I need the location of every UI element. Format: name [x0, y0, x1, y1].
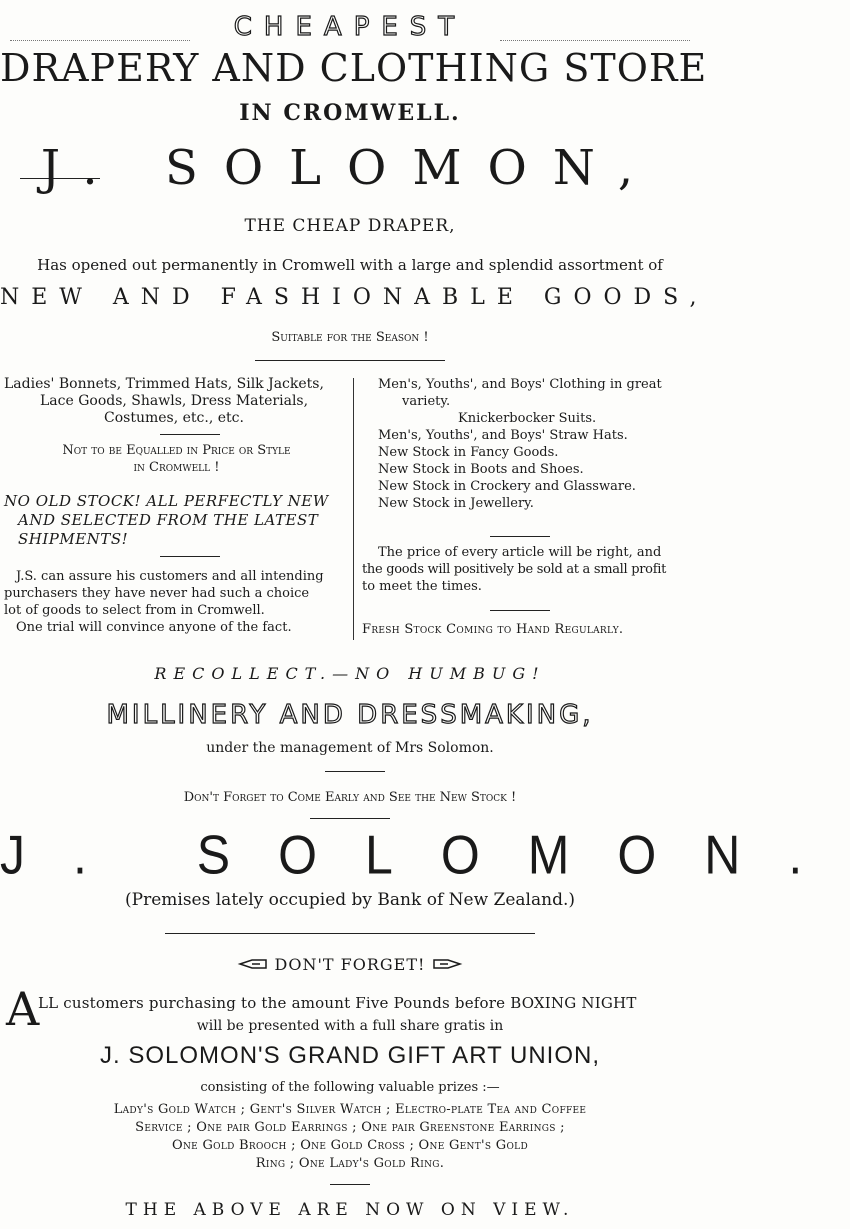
ladies-items-line-2: Lace Goods, Shawls, Dress Materials, [40, 393, 309, 409]
no-old-stock-line-2: AND SELECTED FROM THE LATEST [18, 511, 319, 529]
gift-line-2: will be presented with a full share gratis in [196, 1018, 504, 1034]
millinery-rule [325, 771, 385, 772]
fresh-stock-line: Fresh Stock Coming to Hand Regularly. [362, 622, 624, 637]
prizes-line-3: One Gold Brooch ; One Gold Cross ; One Gent's Gold [172, 1138, 528, 1153]
assurance-line-4: One trial will convince anyone of the fact. [16, 620, 292, 635]
season-line: Suitable for the Season ! [271, 330, 429, 345]
pointing-hand-right-icon [432, 956, 462, 976]
intro-text: Has opened out permanently in Cromwell with a large and splendid assortment of [37, 256, 663, 274]
come-rule [310, 818, 390, 819]
no-old-stock-line-1: NO OLD STOCK! ALL PERFECTLY NEW [4, 492, 329, 510]
drop-cap-a: A [6, 982, 40, 1036]
premises-rule [165, 933, 535, 934]
on-view-line: THE ABOVE ARE NOW ON VIEW. [125, 1200, 575, 1220]
stock-line-2: New Stock in Fancy Goods. [378, 445, 559, 460]
dont-forget-heading [0, 955, 700, 976]
consisting-line: consisting of the following valuable prizes :— [200, 1080, 500, 1095]
stock-line-3: New Stock in Boots and Shoes. [378, 462, 584, 477]
price-note-block [362, 544, 698, 595]
no-old-stock-block [4, 492, 349, 549]
prizes-line-4: Ring ; One Lady's Gold Ring. [255, 1156, 445, 1171]
price-note-line-3: to meet the times. [362, 579, 482, 594]
cheap-draper-tagline: THE CHEAP DRAPER, [244, 216, 456, 236]
cheapest-heading: CHEAPEST [233, 12, 467, 42]
left-rule-2 [160, 556, 220, 557]
mens-clothing-line-2: variety. [402, 394, 451, 409]
season-rule [255, 360, 445, 361]
pointing-hand-left-icon [238, 956, 268, 976]
premises-note: (Premises lately occupied by Bank of New Zealand.) [125, 890, 575, 910]
proprietor-large: J. SOLOMON. [0, 824, 850, 886]
assurance-line-1: J.S. can assure his customers and all intending [16, 569, 324, 584]
not-equalled-block [4, 442, 349, 476]
column-divider [353, 378, 354, 640]
no-old-stock-line-3: SHIPMENTS! [18, 530, 129, 548]
stock-line-5: New Stock in Jewellery. [378, 496, 534, 511]
price-note-line-1: The price of every article will be right, and [378, 545, 662, 560]
price-note-line-2: the goods will positively be sold at a small profit [362, 562, 666, 577]
prizes-line-2: Service ; One pair Gold Earrings ; One pair Greenstone Earrings ; [135, 1120, 565, 1135]
left-rule-1 [160, 434, 220, 435]
proprietor-name: J. SOLOMON, [40, 140, 660, 196]
dont-forget-text: DON'T FORGET! [274, 955, 426, 974]
dont-forget-come-line: Don't Forget to Come Early and See the New Stock ! [183, 790, 517, 805]
right-rule-1 [490, 536, 550, 537]
recollect-line: RECOLLECT.—NO HUMBUG! [154, 664, 546, 683]
art-union-heading: J. SOLOMON'S GRAND GIFT ART UNION, [100, 1042, 600, 1069]
not-equalled-line-1: Not to be Equalled in Price or Style [62, 443, 291, 458]
bottom-rule [330, 1184, 370, 1185]
prizes-line-1: Lady's Gold Watch ; Gent's Silver Watch ; Electro-plate Tea and Coffee [113, 1102, 587, 1117]
top-dotted-rule-right [500, 40, 690, 41]
stock-line-1: Men's, Youths', and Boys' Straw Hats. [378, 428, 628, 443]
mens-clothing-line-1: Men's, Youths', and Boys' Clothing in great [378, 377, 662, 392]
store-title: DRAPERY AND CLOTHING STORE [0, 46, 708, 90]
millinery-heading: MILLINERY AND DRESSMAKING, [106, 700, 594, 730]
millinery-management: under the management of Mrs Solomon. [206, 740, 494, 756]
ladies-items-line-3: Costumes, etc., etc. [104, 410, 244, 426]
right-column [362, 376, 698, 512]
assurance-line-3: lot of goods to select from in Cromwell. [4, 603, 265, 618]
not-equalled-line-2: in Cromwell ! [133, 460, 220, 475]
assurance-block [4, 568, 349, 636]
right-rule-2 [490, 610, 550, 611]
gift-line-1: LL customers purchasing to the amount Five Pounds before BOXING NIGHT [38, 994, 637, 1012]
stock-line-4: New Stock in Crockery and Glassware. [378, 479, 636, 494]
ladies-items-line-1: Ladies' Bonnets, Trimmed Hats, Silk Jackets, [4, 376, 324, 392]
goods-banner: NEW AND FASHIONABLE GOODS, [0, 285, 709, 310]
knickerbocker-line: Knickerbocker Suits. [458, 411, 597, 426]
assurance-line-2: purchasers they have never had such a choice [4, 586, 310, 601]
top-dotted-rule-left [10, 40, 190, 41]
location-heading: IN CROMWELL. [239, 100, 461, 126]
left-column [4, 376, 349, 427]
